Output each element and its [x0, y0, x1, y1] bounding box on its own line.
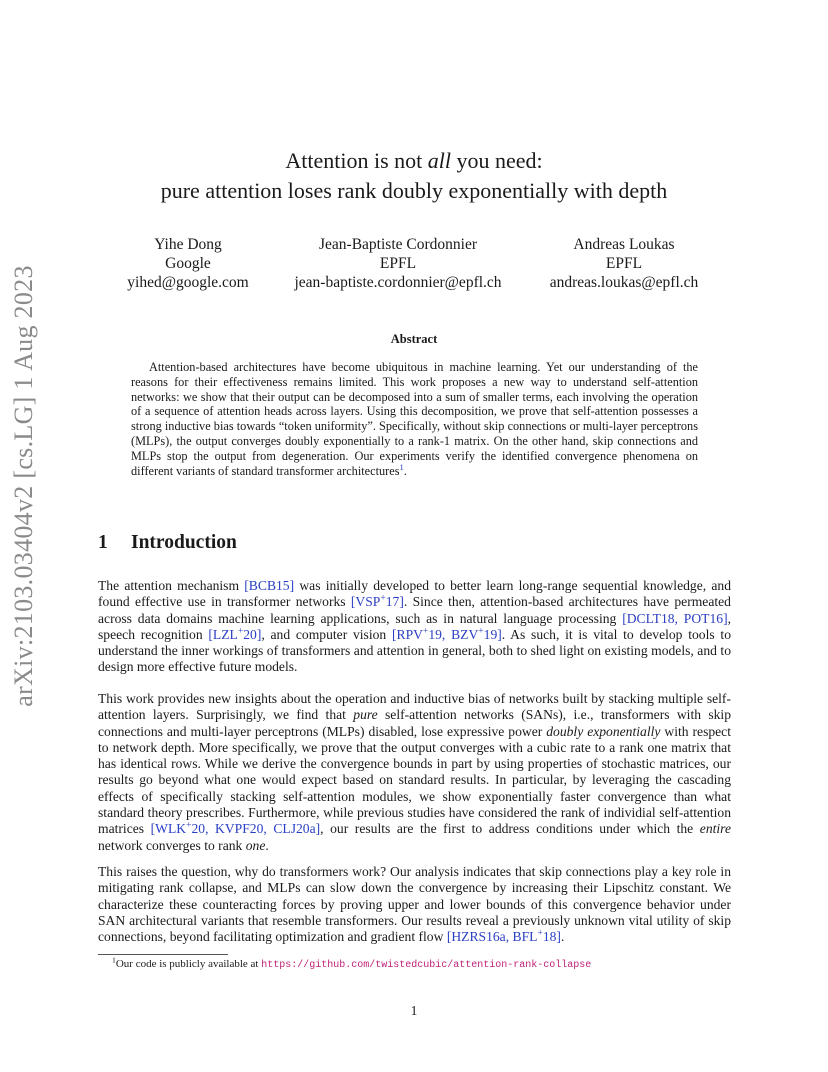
- title-text: Attention is not: [285, 148, 428, 173]
- footnote-marker-link[interactable]: 1: [399, 461, 404, 472]
- text: The attention mechanism: [98, 578, 245, 593]
- citation-text: 20, KVPF20, CLJ20a]: [191, 821, 321, 837]
- section-number: 1: [98, 532, 108, 553]
- author-name: Andreas Loukas: [573, 236, 675, 253]
- citation-sup: +: [186, 820, 192, 831]
- author-email[interactable]: jean-baptiste.cordonnier@epfl.ch: [294, 274, 502, 291]
- text: was initially developed to better learn long-range sequential knowledge, and found effective use in transformer networks: [98, 578, 731, 610]
- citation-sup: +: [478, 626, 484, 637]
- section-title: Introduction: [131, 532, 237, 553]
- title-line-1: [0, 146, 828, 176]
- text: This work provides new insights about the operation and inductive bias of networks built by stacking multiple self-attention layers. Surprisingly, we find that: [98, 691, 731, 723]
- citation-text: [WLK: [150, 821, 187, 837]
- intro-paragraph-2: [98, 691, 731, 854]
- title-emphasis: all: [427, 148, 451, 173]
- title-line-2: pure attention loses rank doubly exponentially with depth: [160, 178, 668, 203]
- author-email[interactable]: yihed@google.com: [127, 274, 249, 291]
- text: , our results are the first to address conditions under which the: [320, 821, 700, 837]
- author-affiliation: EPFL: [605, 255, 643, 272]
- footnote: [112, 955, 592, 971]
- citation-sup: +: [422, 626, 429, 637]
- author-email[interactable]: andreas.loukas@epfl.ch: [549, 274, 699, 291]
- citation-link[interactable]: [208, 627, 261, 642]
- intro-paragraph-3: [98, 864, 731, 945]
- paper-title: [0, 146, 828, 206]
- author-affiliation: Google: [165, 255, 211, 272]
- emphasis: one: [245, 837, 266, 853]
- citation-link[interactable]: [BCB15]: [244, 578, 295, 593]
- author-name: Jean-Baptiste Cordonnier: [319, 236, 477, 253]
- author-block: [0, 235, 828, 295]
- citation-text: [RPV: [391, 626, 423, 642]
- abstract-text: Attention-based architectures have become ubiquitous in machine learning. Yet our understanding of the reasons for their effectiveness remains limited. This work proposes a new way to understand self-attention networks: we show that their output can be decomposed into a sum of smaller terms, each involving the operation of a sequence of attention heads across layers. Using this decomposition, we prove that self-attention possesses a strong inductive bias towards “token uniformity”. Specifically, without skip connections or multi-layer perceptrons (MLPs), the output converges doubly exponentially to a rank-1 matrix. On the other hand, skip connections and MLPs stop the output from degeneration. Our experiments verify the identified convergence phenomena on different variants of standard transformer architectures: [131, 360, 698, 478]
- text: .: [560, 929, 565, 945]
- citation-text: [VSP: [350, 594, 381, 610]
- text: . As such, it is vital to develop tools to understand the inner workings of transformers and attention in general, both to shed light on existing models, and to design more effective future models.: [98, 626, 731, 675]
- citation-text: [LZL: [208, 626, 238, 642]
- footnote-text: Our code is publicly available at: [115, 958, 262, 970]
- author-3: [550, 235, 699, 292]
- abstract-end: .: [403, 463, 407, 478]
- emphasis: pure: [353, 707, 378, 723]
- citation-sup: +: [380, 593, 386, 604]
- author-affiliation: EPFL: [379, 255, 417, 272]
- citation-text: 17]: [385, 594, 404, 610]
- text: . Since then, attention-based architectures have permeated across data domains machine learning applications, such as in natural language processing: [98, 594, 731, 626]
- intro-paragraph-1: [98, 578, 731, 676]
- text: network converges to rank: [98, 837, 246, 853]
- text: with respect to network depth. More specifically, we prove that the output converges with a cubic rate to a rank one matrix that has identical rows. While we derive the convergence bounds in part by using properties of stochastic matrices, our results go beyond what one would expect based on standard results. In particular, by leveraging the cascading effects of specifically stacking self-attention modules, we show exponentially faster convergence than what standard theory prescribes. Furthermore, while previous studies have considered the rank of individial self-attention matrices: [98, 723, 731, 837]
- citation-text: 19, BZV: [428, 626, 479, 642]
- text: self-attention networks (SANs), i.e., transformers with skip connections and multi-layer perceptrons (MLPs) disabled, lose expressive power: [98, 707, 732, 739]
- citation-link[interactable]: [151, 821, 321, 836]
- author-1: [127, 235, 248, 292]
- emphasis: entire: [699, 821, 731, 837]
- citation-text: 19]: [483, 626, 502, 642]
- footnote-mark: 1: [112, 955, 116, 965]
- author-name: Yihe Dong: [154, 236, 222, 253]
- emphasis: doubly exponentially: [546, 723, 661, 739]
- title-text: you need:: [450, 148, 543, 173]
- page-number: 1: [410, 1003, 418, 1018]
- citation-sup: +: [237, 626, 244, 637]
- author-2: [294, 235, 501, 292]
- citation-link[interactable]: [447, 929, 561, 944]
- footnote-divider: [98, 954, 228, 955]
- text: .: [265, 837, 269, 853]
- citation-text: 18]: [542, 929, 561, 945]
- citation-link[interactable]: [392, 627, 502, 642]
- text: , speech recognition: [98, 610, 731, 642]
- abstract-body: [131, 360, 698, 478]
- abstract-heading: Abstract: [390, 332, 438, 346]
- citation-link[interactable]: [351, 594, 404, 609]
- text: , and computer vision: [261, 626, 392, 642]
- citation-text: 20]: [243, 626, 262, 642]
- code-url-link[interactable]: https://github.com/twistedcubic/attention-rank-collapse: [261, 960, 592, 971]
- citation-sup: +: [537, 928, 543, 939]
- citation-link[interactable]: [DCLT18, POT16]: [622, 610, 728, 626]
- text: This raises the question, why do transformers work? Our analysis indicates that skip connections play a key role in mitigating rank collapse, and MLPs can slow down the convergence by increasing their Lipschitz constant. We characterize these counteracting forces by proving upper and lower bounds of this convergence behavior under SAN architectural variants that resemble transformers. Our results reveal a previously unknown vital utility of skip connections, beyond facilitating optimization and gradient flow: [98, 864, 731, 945]
- section-heading: [98, 532, 237, 554]
- arxiv-identifier: arXiv:2103.03404v2 [cs.LG] 1 Aug 2023: [9, 265, 38, 707]
- citation-text: [HZRS16a, BFL: [446, 929, 538, 945]
